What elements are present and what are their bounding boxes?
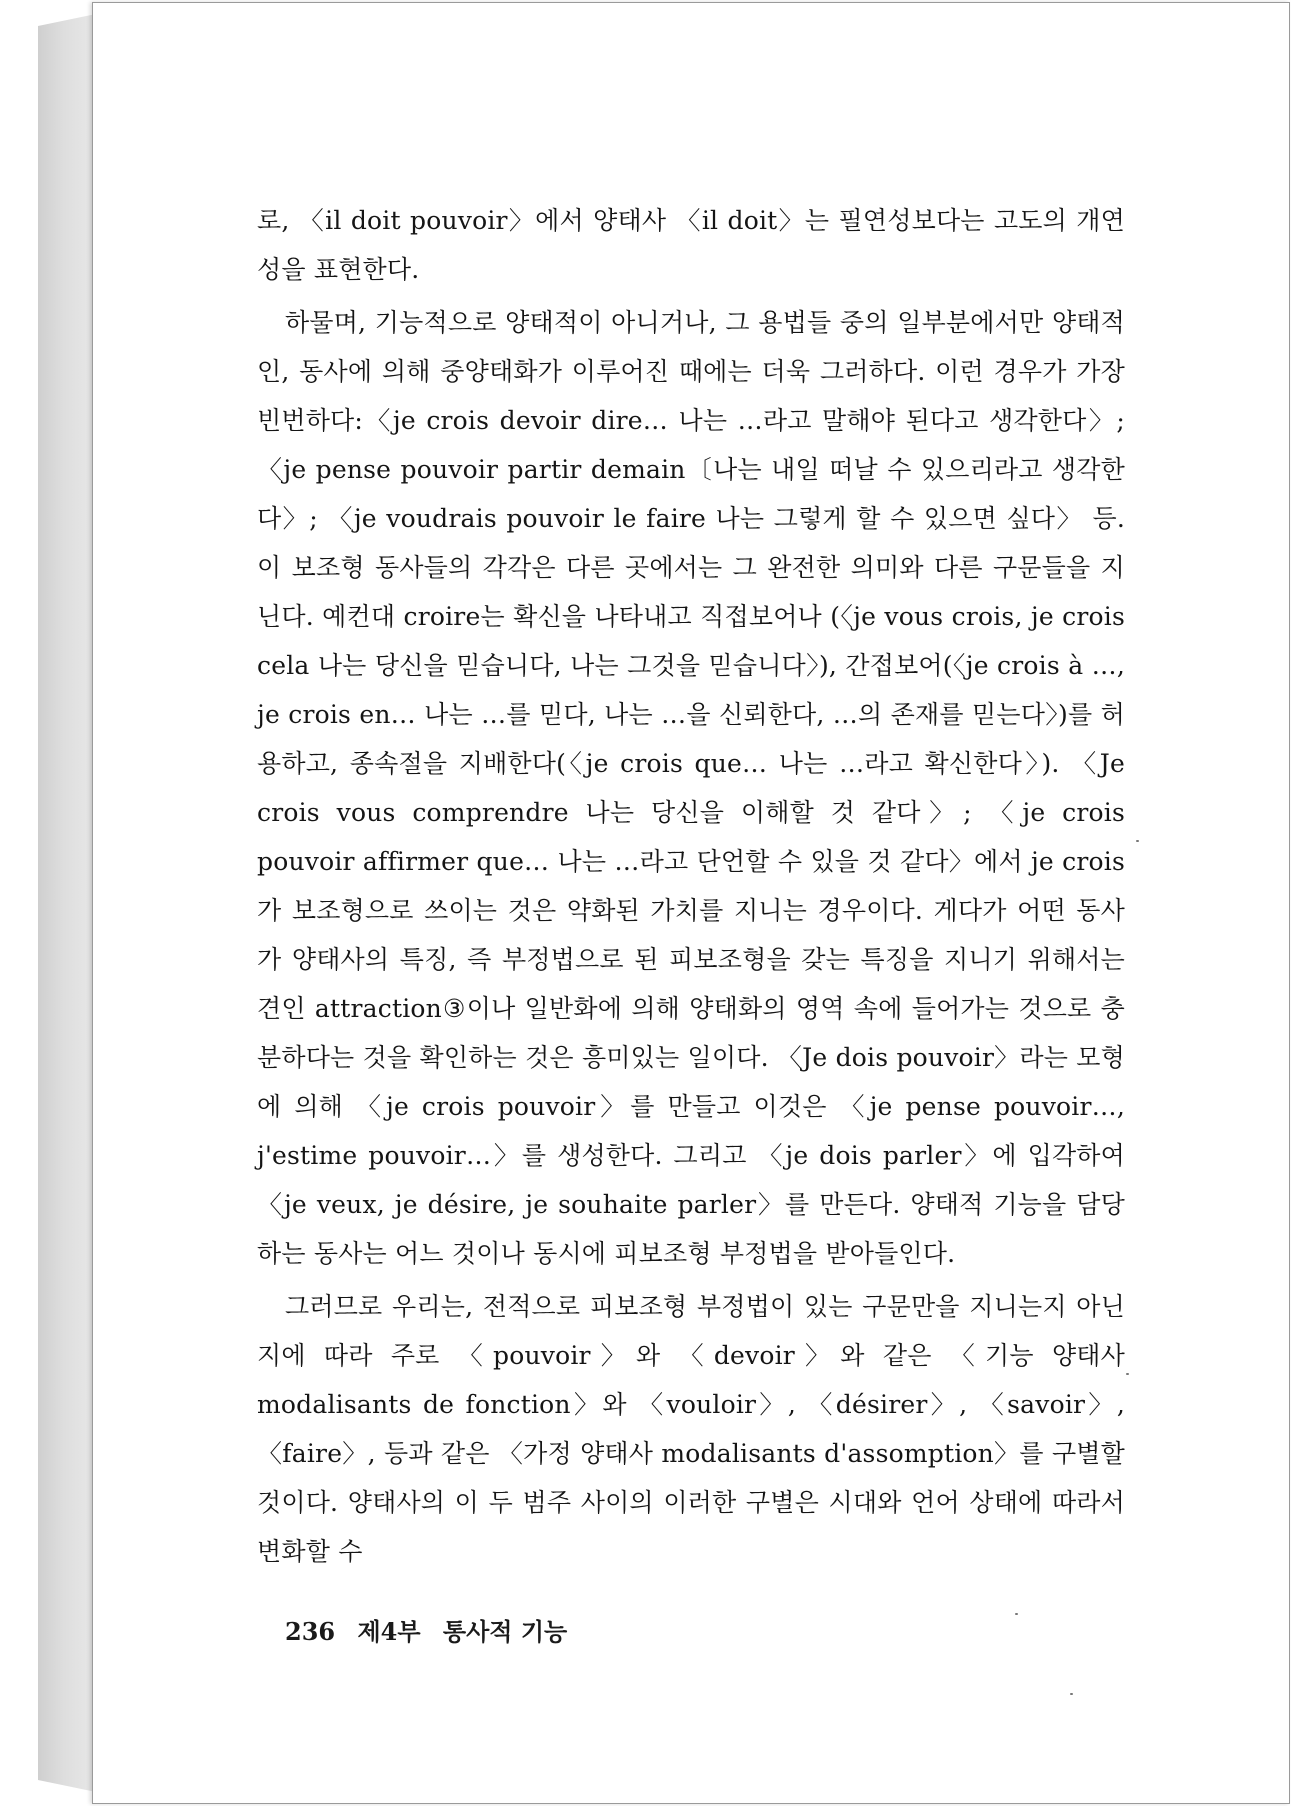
paragraph: 그러므로 우리는, 전적으로 피보조형 부정법이 있는 구문만을 지니는지 아닌지에 따라 주로 〈pouvoir〉와 〈devoir〉와 같은 〈기능 양태사 modalisants de fonction〉와 〈vouloir〉, 〈désirer〉, 〈savoir〉, 〈faire〉, 등과 같은 〈가정 양태사 modalisants d'assomption〉를 구별할 것이다. 양태사의 이 두 범주 사이의 이러한 구별은 시대와 언어 상태에 따라서 변화할 수 [257,1292,1125,1566]
scan-speck [1070,1693,1073,1695]
page-footer [285,1612,581,1647]
book-spine [38,14,96,1792]
paragraph: 하물며, 기능적으로 양태적이 아니거나, 그 용법들 중의 일부분에서만 양태적인, 동사에 의해 중양태화가 이루어진 때에는 더욱 그러하다. 이런 경우가 가장 빈번하다:〈je crois devoir dire… 나는 …라고 말해야 된다고 생각한다〉; 〈je pense pouvoir partir demain〔나는 내일 떠날 수 있으리라고 생각한다〉; 〈je voudrais pouvoir le faire 나는 그렇게 할 수 있으면 싶다〉 등. 이 보조형 동사들의 각각은 다른 곳에서는 그 완전한 의미와 다른 구문들을 지닌다. 예컨대 croire는 확신을 나타내고 직접보어나 (〈je vous crois, je crois cela 나는 당신을 믿습니다, 나는 그것을 믿습니다〉), 간접보어(〈je crois à …, je crois en… 나는 …를 믿다, 나는 …을 신뢰한다, …의 존재를 믿는다〉)를 허용하고, 종속절을 지배한다(〈je crois que… 나는 …라고 확신한다〉). 〈Je crois vous comprendre 나는 당신을 이해할 것 같다〉; 〈je crois pouvoir affirmer que… 나는 …라고 단언할 수 있을 것 같다〉에서 je crois가 보조형으로 쓰이는 것은 약화된 가치를 지니는 경우이다. 게다가 어떤 동사가 양태사의 특징, 즉 부정법으로 된 피보조형을 갖는 특징을 지니기 위해서는 견인 attraction③이나 일반화에 의해 양태화의 영역 속에 들어가는 것으로 충분하다는 것을 확인하는 것은 흥미있는 일이다. 〈Je dois pouvoir〉라는 모형에 의해 〈je crois pouvoir〉를 만들고 이것은 〈je pense pouvoir…, j'estime pouvoir…〉를 생성한다. 그리고 〈je dois parler〉에 입각하여 〈je veux, je désire, je souhaite parler〉를 만든다. 양태적 기능을 담당하는 동사는 어느 것이나 동시에 피보조형 부정법을 받아들인다. [257,308,1125,1268]
scan-speck [1015,1613,1018,1615]
chapter-title: 통사적 기능 [442,1617,568,1646]
paragraph: 로, 〈il doit pouvoir〉에서 양태사 〈il doit〉는 필연성보다는 고도의 개연성을 표현한다. [257,206,1125,284]
scan-speck [1136,840,1139,842]
page-number: 236 [285,1617,336,1646]
part-label: 제4부 [357,1617,421,1646]
scan-speck [1126,1373,1129,1375]
body-text [257,196,1125,1576]
